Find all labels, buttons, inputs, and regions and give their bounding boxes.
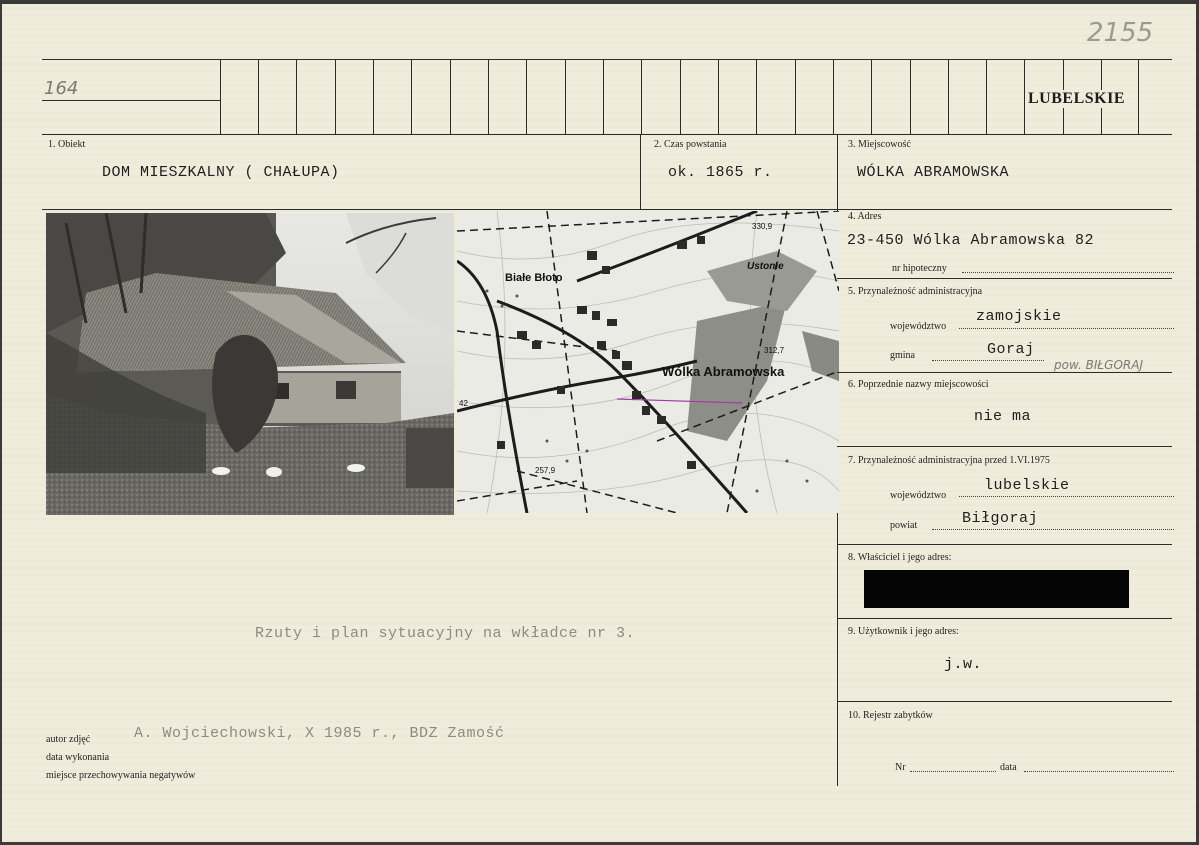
przed1975-wojewodztwo-label: województwo	[890, 490, 947, 501]
map-label-wolka: Wólka Abramowska	[662, 364, 785, 379]
house-photo	[46, 213, 454, 515]
rejestr-data-label: data	[1000, 762, 1017, 773]
map-height-1: 330,9	[752, 222, 773, 231]
wojewodztwo-label: województwo	[890, 321, 947, 332]
miejsce-label: miejsce przechowywania negatywów	[46, 770, 196, 781]
top-row-top-line	[42, 59, 1172, 60]
map-label-ustonie: Ustonie	[747, 261, 784, 272]
rejestr-nr-label: Nr	[895, 762, 906, 773]
adres-value: 23-450 Wólka Abramowska 82	[847, 232, 1095, 249]
hipoteczny-label: nr hipoteczny	[892, 263, 947, 274]
hipoteczny-line	[962, 272, 1174, 273]
inventory-card	[2, 4, 1196, 842]
poprzednie-value: nie ma	[974, 408, 1032, 425]
autor-value: A. Wojciechowski, X 1985 r., BDZ Zamość	[134, 725, 505, 742]
map-label-biale-bloto: Białe Błoto	[505, 272, 563, 284]
autor-label: autor zdjęć	[46, 734, 91, 745]
ref-number-handwritten: 164	[44, 78, 79, 99]
wojewodztwo-line	[959, 328, 1174, 329]
row7-bottom-line	[837, 544, 1172, 545]
card-number-handwritten: 2155	[1087, 18, 1154, 48]
map-height-3: 257,9	[535, 466, 556, 475]
row1-divider-1	[640, 134, 641, 210]
gmina-label: gmina	[890, 350, 915, 361]
rejestr-data-line	[1024, 771, 1174, 772]
przed1975-powiat-value: Biłgoraj	[962, 510, 1039, 527]
map-height-4: 42	[459, 399, 468, 408]
uzytkownik-value: j.w.	[944, 656, 983, 673]
rejestr-nr-line	[910, 771, 996, 772]
ref-number-line	[42, 100, 220, 101]
location-map	[457, 211, 839, 513]
czas-value: ok. 1865 r.	[668, 164, 773, 181]
uzytkownik-label: 9. Użytkownik i jego adres:	[848, 626, 959, 637]
wojewodztwo-value: zamojskie	[976, 308, 1062, 325]
row5-bottom-line	[837, 372, 1172, 373]
row8-bottom-line	[837, 618, 1172, 619]
data-wykonania-label: data wykonania	[46, 752, 110, 763]
row6-bottom-line	[837, 446, 1172, 447]
owner-redaction-bar	[864, 570, 1129, 608]
poprzednie-label: 6. Poprzednie nazwy miejscowości	[848, 379, 989, 390]
top-row-bottom-line	[42, 134, 1172, 135]
region-stamp: LUBELSKIE	[1028, 90, 1125, 107]
wlasciciel-label: 8. Właściciel i jego adres:	[848, 552, 952, 563]
przed1975-powiat-label: powiat	[890, 520, 918, 531]
rejestr-label: 10. Rejestr zabytków	[848, 710, 933, 721]
obiekt-value: DOM MIESZKALNY ( CHAŁUPA)	[102, 164, 340, 181]
row9-bottom-line	[837, 701, 1172, 702]
rzuty-note: Rzuty i plan sytuacyjny na wkładce nr 3.	[255, 625, 636, 642]
adres-label: 4. Adres	[848, 211, 882, 222]
przynaleznosc-label: 5. Przynależność administracyjna	[848, 286, 983, 297]
przed1975-label: 7. Przynależność administracyjna przed 1.VI.1975	[848, 455, 1050, 466]
obiekt-label: 1. Obiekt	[48, 139, 86, 150]
row1-bottom-line	[42, 209, 1172, 210]
przed1975-wojewodztwo-line	[959, 496, 1174, 497]
miejscowosc-label: 3. Miejscowość	[848, 139, 911, 150]
row4-bottom-line	[837, 278, 1172, 279]
czas-label: 2. Czas powstania	[654, 139, 727, 150]
gmina-line	[932, 360, 1044, 361]
gmina-value: Goraj	[987, 341, 1035, 358]
przed1975-powiat-line	[932, 529, 1174, 530]
przed1975-wojewodztwo-value: lubelskie	[984, 477, 1070, 494]
miejscowosc-value: WÓLKA ABRAMOWSKA	[857, 164, 1010, 181]
powiat-handwritten: pow. BIŁGORAJ	[1054, 358, 1143, 372]
map-height-2: 312,7	[764, 346, 785, 355]
